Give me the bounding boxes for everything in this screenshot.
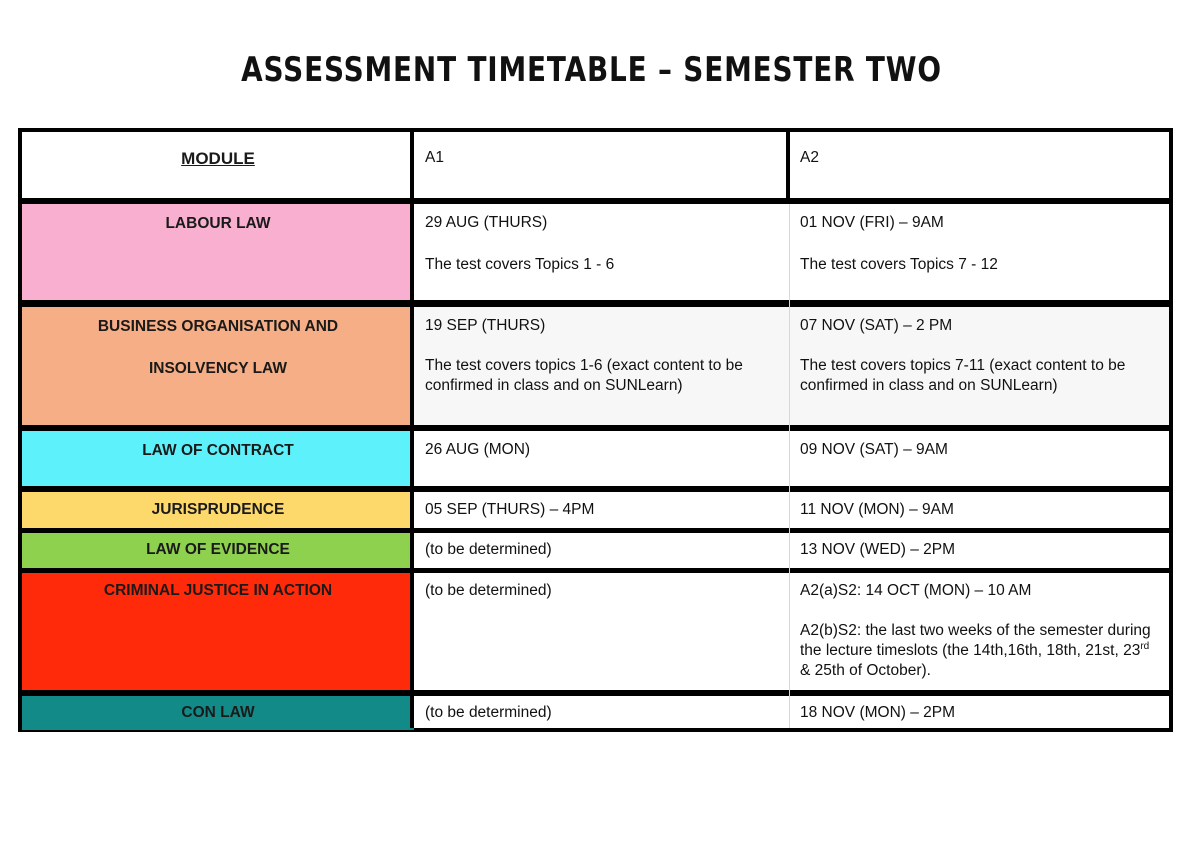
a1-note: The test covers Topics 1 - 6 [425, 256, 615, 273]
column-divider [410, 132, 414, 728]
a2-date: 09 NOV (SAT) – 9AM [800, 441, 948, 458]
module-cell: LABOUR LAW [22, 204, 414, 300]
a1-date: (to be determined) [425, 541, 552, 558]
module-cell: LAW OF EVIDENCE [22, 533, 414, 568]
module-cell: CRIMINAL JUSTICE IN ACTION [22, 573, 414, 690]
table-row [22, 204, 1169, 300]
row-divider [22, 528, 1169, 533]
table-row [22, 307, 1169, 425]
a2-note: The test covers Topics 7 - 12 [800, 256, 998, 273]
a2-note: The test covers topics 7-11 (exact content to be confirmed in class and on SUNLearn) [800, 357, 1126, 394]
column-divider [789, 204, 790, 728]
module-cell: BUSINESS ORGANISATION AND INSOLVENCY LAW [22, 307, 414, 425]
a1-date: 05 SEP (THURS) – 4PM [425, 501, 595, 518]
a1-date: 26 AUG (MON) [425, 441, 531, 458]
row-divider [22, 690, 1169, 696]
module-cell: CON LAW [22, 696, 414, 730]
a2-note: A2(b)S2: the last two weeks of the semester during the lecture timeslots (the 14th,16th, 18th, 21st, 23rd & 25th of October). [800, 622, 1151, 679]
row-divider [22, 568, 1169, 573]
assessment-table [18, 128, 1173, 732]
a1-date: 29 AUG (THURS) [425, 214, 548, 231]
a2-date: 01 NOV (FRI) – 9AM [800, 214, 944, 231]
row-divider [22, 198, 1169, 204]
row-divider [22, 300, 1169, 307]
a1-date: 19 SEP (THURS) [425, 317, 546, 334]
a2-date: 11 NOV (MON) – 9AM [800, 501, 954, 518]
header-row [22, 132, 1169, 198]
a2-date: 18 NOV (MON) – 2PM [800, 704, 956, 721]
header-a2: A2 [800, 149, 819, 166]
a2-date: 07 NOV (SAT) – 2 PM [800, 317, 953, 334]
header-a1: A1 [425, 149, 444, 166]
header-module: MODULE [181, 149, 255, 168]
module-cell: LAW OF CONTRACT [22, 431, 414, 486]
a2-date: 13 NOV (WED) – 2PM [800, 541, 956, 558]
row-divider [22, 486, 1169, 492]
table-row [22, 573, 1169, 690]
table-row [22, 533, 1169, 568]
a1-date: (to be determined) [425, 582, 552, 599]
table-row [22, 431, 1169, 486]
table-row [22, 696, 1169, 730]
column-divider [786, 132, 790, 202]
module-cell: JURISPRUDENCE [22, 492, 414, 528]
a2-date: A2(a)S2: 14 OCT (MON) – 10 AM [800, 582, 1032, 599]
row-divider [22, 425, 1169, 431]
table-row [22, 492, 1169, 528]
a1-note: The test covers topics 1-6 (exact content to be confirmed in class and on SUNLearn) [425, 357, 743, 394]
a1-date: (to be determined) [425, 704, 552, 721]
page-title: ASSESSMENT TIMETABLE – SEMESTER TWO [241, 50, 942, 90]
